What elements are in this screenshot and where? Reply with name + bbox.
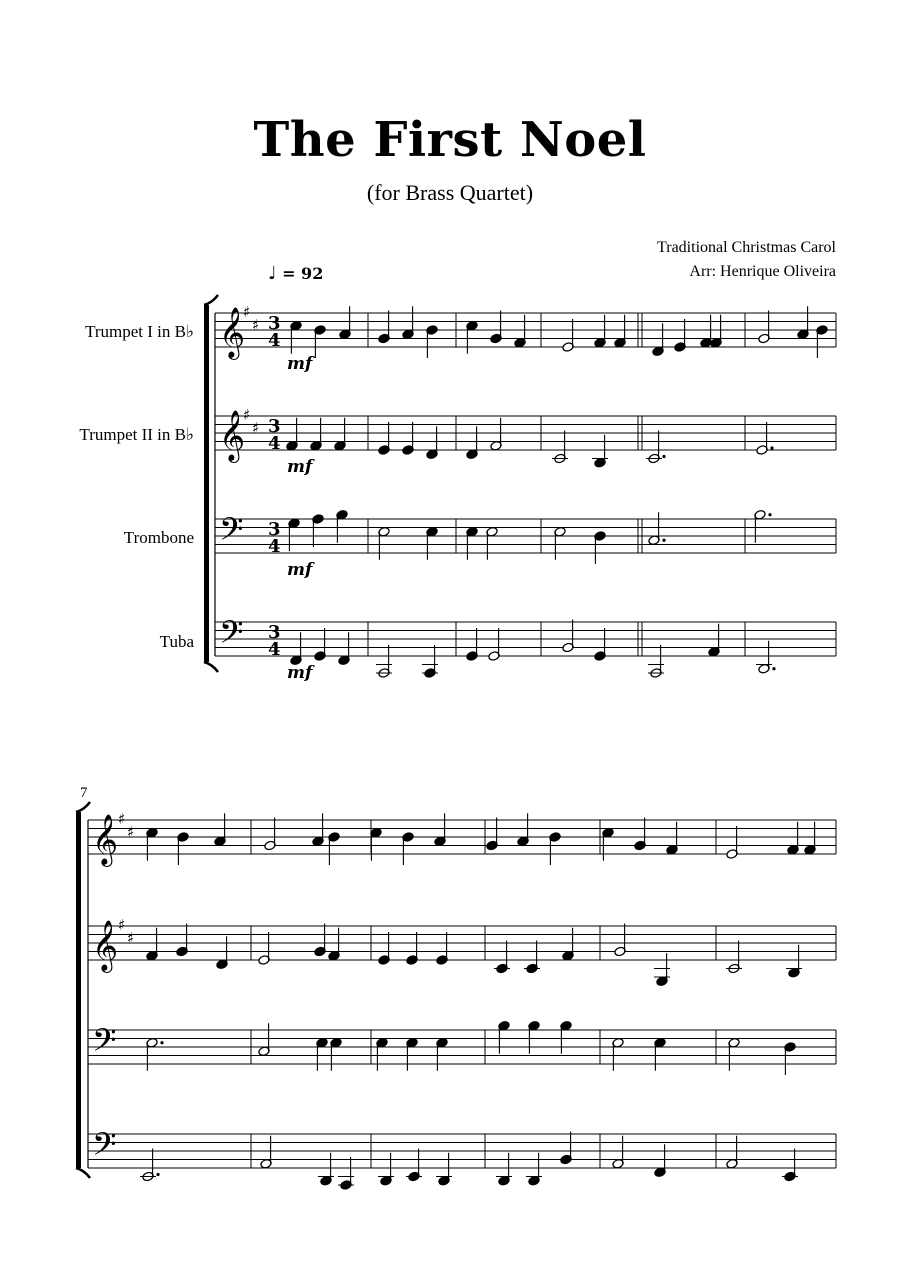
sharp-icon: ♯ xyxy=(118,810,126,828)
augmentation-dot xyxy=(156,1173,159,1176)
sharp-icon: ♯ xyxy=(127,929,135,947)
sharp-icon: ♯ xyxy=(118,916,126,934)
sharp-icon: ♯ xyxy=(243,406,251,424)
augmentation-dot xyxy=(770,446,773,449)
time-signature-bottom: 4 xyxy=(268,639,281,660)
dynamic-marking: mf xyxy=(287,560,313,580)
treble-clef-icon: 𝄞 xyxy=(219,307,246,358)
system-bracket xyxy=(76,1168,90,1178)
system-bracket xyxy=(204,305,209,662)
bass-clef-icon: 𝄢 xyxy=(92,1126,117,1170)
instrument-name-trumpet-2: Trumpet II in B♭ xyxy=(79,425,194,444)
instrument-name-trombone: Trombone xyxy=(123,528,194,547)
sharp-icon: ♯ xyxy=(252,419,260,437)
score-subtitle: (for Brass Quartet) xyxy=(366,180,534,205)
augmentation-dot xyxy=(160,1041,163,1044)
augmentation-dot xyxy=(768,513,771,516)
system-bracket xyxy=(204,295,218,305)
arranger-line: Arr: Henrique Oliveira xyxy=(689,263,836,280)
system-bracket xyxy=(76,812,81,1168)
treble-clef-icon: 𝄞 xyxy=(92,920,119,971)
instrument-name-tuba: Tuba xyxy=(159,632,194,651)
augmentation-dot xyxy=(772,667,775,670)
dynamic-marking: mf xyxy=(287,663,313,683)
augmentation-dot xyxy=(662,455,665,458)
sharp-icon: ♯ xyxy=(243,303,251,321)
dynamic-marking: mf xyxy=(287,354,313,374)
tempo-value: = 92 xyxy=(282,264,324,283)
dynamic-marking: mf xyxy=(287,457,313,477)
time-signature-top: 3 xyxy=(268,416,281,437)
bass-clef-icon: 𝄢 xyxy=(219,614,244,658)
sharp-icon: ♯ xyxy=(127,823,135,841)
time-signature-top: 3 xyxy=(268,519,281,540)
bass-clef-icon: 𝄢 xyxy=(219,511,244,555)
time-signature-bottom: 4 xyxy=(268,330,281,351)
quarter-note-icon: ♩ xyxy=(268,263,277,284)
score-title: The First Noel xyxy=(253,112,647,168)
bass-clef-icon: 𝄢 xyxy=(92,1022,117,1066)
measure-number: 7 xyxy=(80,785,88,801)
treble-clef-icon: 𝄞 xyxy=(92,814,119,865)
time-signature-bottom: 4 xyxy=(268,536,281,557)
time-signature-bottom: 4 xyxy=(268,433,281,454)
sharp-icon: ♯ xyxy=(252,316,260,334)
treble-clef-icon: 𝄞 xyxy=(219,410,246,461)
system-bracket xyxy=(76,802,90,812)
composer-line: Traditional Christmas Carol xyxy=(657,239,836,256)
time-signature-top: 3 xyxy=(268,622,281,643)
instrument-name-trumpet-1: Trumpet I in B♭ xyxy=(85,322,194,341)
augmentation-dot xyxy=(662,539,665,542)
system-bracket xyxy=(204,662,218,672)
time-signature-top: 3 xyxy=(268,313,281,334)
